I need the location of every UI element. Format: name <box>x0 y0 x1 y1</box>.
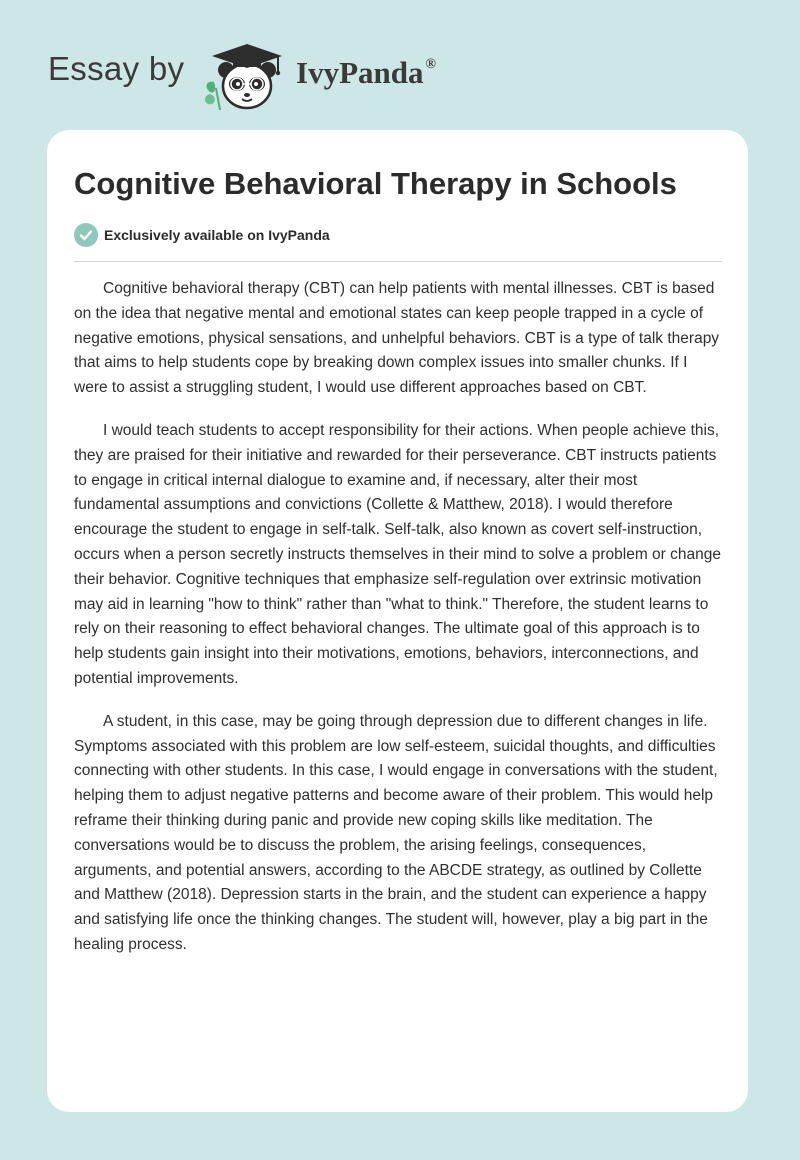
panda-mascot-icon[interactable] <box>200 36 292 112</box>
paragraph: Cognitive behavioral therapy (CBT) can help patients with mental illnesses. CBT is based on the idea that negative mental and emotional states can keep people trapped in a cycle of negative emotions, physical sensations, and unhelpful behaviors. CBT is a type of talk therapy that aims to help students cope by breaking down complex issues into smaller chunks. If I were to assist a struggling student, I would use different approaches based on CBT. <box>74 280 720 397</box>
paragraph: I would teach students to accept responsibility for their actions. When people achieve this, they are praised for their initiative and rewarded for their perseverance. CBT instructs patients to engage in critical internal dialogue to examine and, if necessary, alter their most fundamental assumptions and convictions (Collette & Matthew, 2018). I would therefore encourage the student to engage in self-talk. Self-talk, also known as covert self-instruction, occurs when a person secretly instructs themselves in their mind to solve a problem or change their behavior. Cognitive techniques that emphasize self-regulation over extrinsic motivation may aid in learning "how to think" rather than "what to think." Therefore, the student learns to rely on their reasoning to effect behavioral changes. The ultimate goal of this approach is to help students gain insight into their motivations, emotions, behaviors, interconnections, and potential improvements. <box>74 421 721 687</box>
essay-title: Cognitive Behavioral Therapy in Schools <box>74 166 677 201</box>
brand-name-text: IvyPanda <box>296 55 424 90</box>
check-icon <box>74 223 98 247</box>
essay-card <box>47 130 748 1112</box>
exclusive-badge <box>74 222 330 248</box>
registered-mark: ® <box>425 57 436 72</box>
brand-prefix: Essay by <box>48 50 185 87</box>
brand-name[interactable] <box>296 55 436 91</box>
exclusive-label: Exclusively available on IvyPanda <box>104 227 330 243</box>
essay-body <box>74 277 722 976</box>
title-divider <box>74 261 722 262</box>
paragraph: A student, in this case, may be going through depression due to different changes in life. Symptoms associated with this problem are low self-esteem, suicidal thoughts, and difficulties connecting with other students. In this case, I would engage in conversations with the student, helping them to adjust negative patterns and become aware of their problem. This would help reframe their thinking during panic and provide new coping skills like meditation. The conversations would be to discuss the problem, the arising feelings, consequences, arguments, and potential answers, according to the ABCDE strategy, as outlined by Collette and Matthew (2018). Depression starts in the brain, and the student can experience a happy and satisfying life once the thinking changes. The student will, however, play a big part in the healing process. <box>74 712 718 953</box>
site-header <box>0 0 800 130</box>
